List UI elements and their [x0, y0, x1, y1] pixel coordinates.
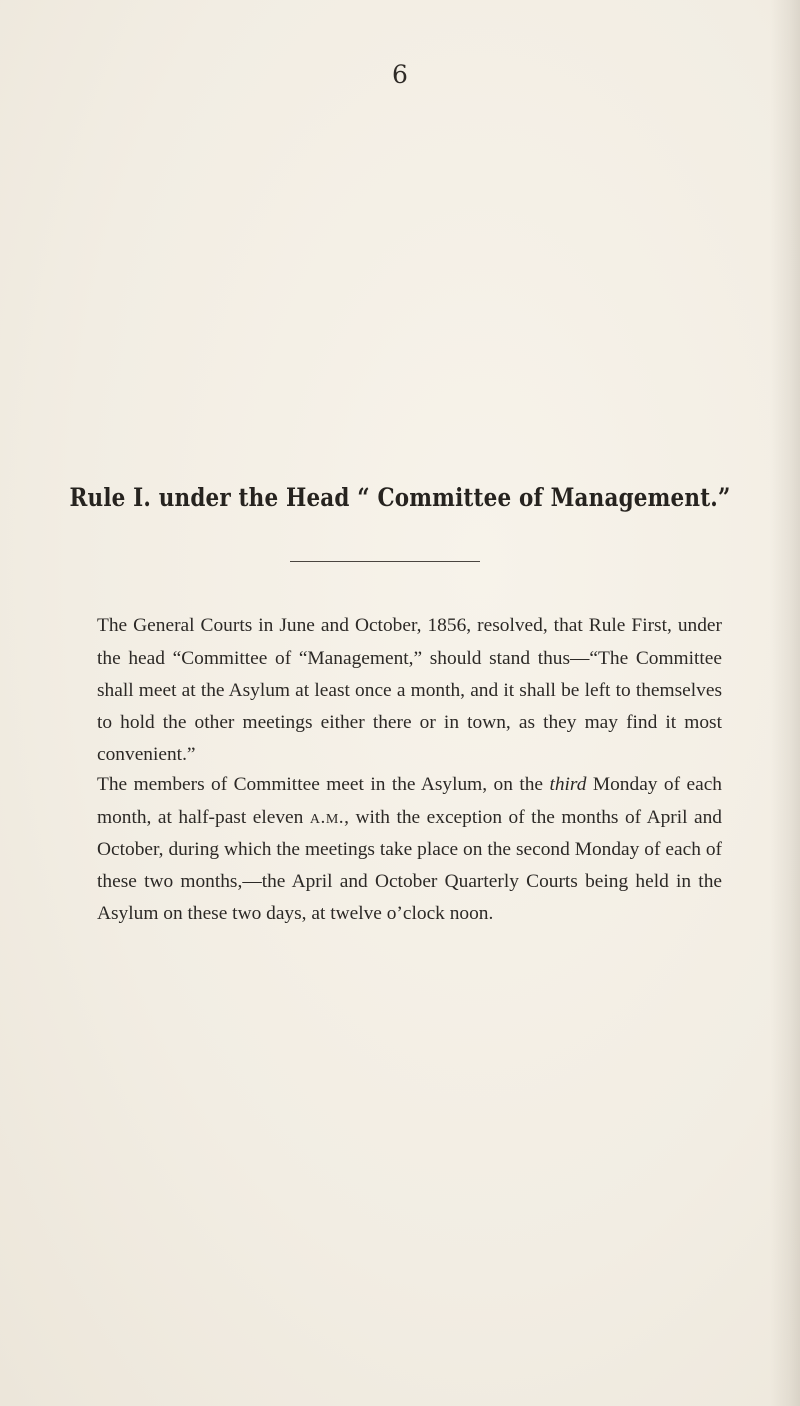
- heading-divider: [290, 561, 480, 562]
- paragraph-resolution: The General Courts in June and October, 1856, resolved, that Rule First, under the head “Committee of “Management,” should stand thus—“The Committee shall meet at the Asylum at least once a month, and it shall be left to themselves to hold the other meetings either there or in town, as they may find it most convenient.”: [97, 615, 722, 766]
- paragraph-meetings-text-1: The members of Committee meet in the Asylum, on the: [97, 774, 550, 796]
- section-heading: Rule I. under the Head “ Committee of Management.”: [69, 483, 731, 512]
- paragraph-meetings-text-2: Monday of each month, at half-past eleven: [97, 774, 723, 828]
- paragraph-meetings-italic: third: [549, 774, 587, 796]
- paragraph-meetings-am: a.m.: [309, 806, 345, 828]
- paragraph-meetings-text-3: , with the exception of the months of April and October, during which the meetings take place on the second Monday of each of these two months,—the April and October Quarterly Courts being held in the Asylum on these two days, at twelve o’clock noon.: [97, 806, 722, 925]
- page-number: 6: [392, 60, 408, 89]
- paragraph-meetings: [97, 769, 722, 930]
